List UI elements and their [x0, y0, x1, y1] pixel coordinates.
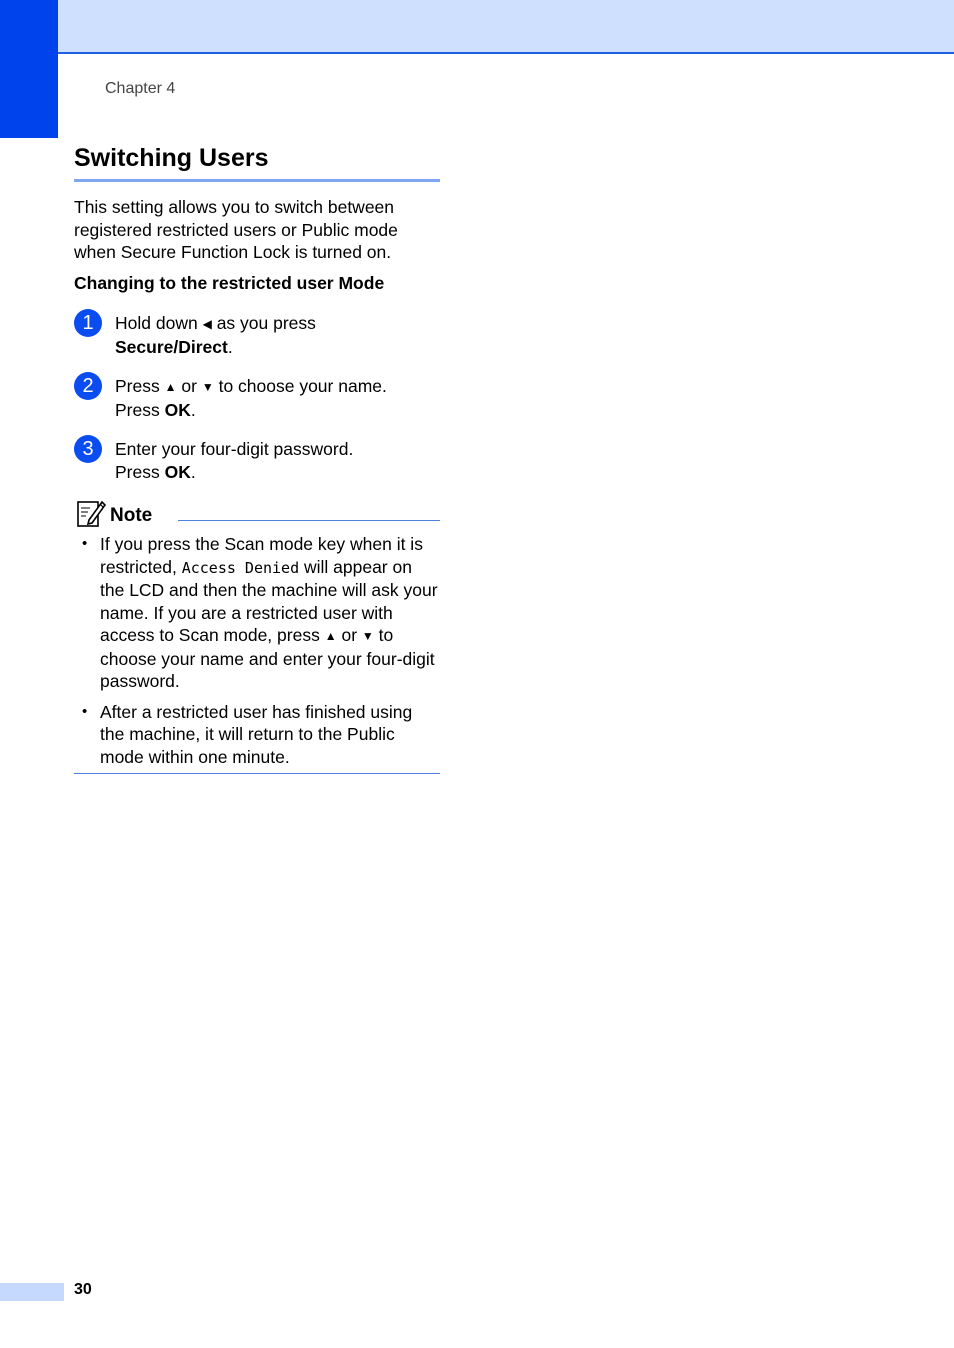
step-text-part: as you press — [216, 313, 316, 333]
bullet-icon: • — [82, 702, 88, 720]
step-text — [115, 438, 445, 483]
key-name: OK — [164, 461, 191, 482]
subheading: Changing to the restricted user Mode — [74, 273, 385, 293]
step-text-part: . — [190, 461, 196, 482]
step-text-part: Press — [115, 376, 160, 396]
bullet-icon: • — [82, 535, 88, 552]
step-text-part: . — [227, 336, 233, 357]
note-text: will appear on the LCD and then the machine will ask your name. If you are a restricted user with access to Scan mode, press — [100, 556, 438, 645]
list-item — [74, 701, 440, 769]
step-text — [115, 375, 445, 421]
note-bottom-divider — [74, 773, 440, 774]
note-text: After a restricted user has finished using the machine, it will return to the Public mode within one minute. — [100, 701, 413, 767]
step-text-part: Press — [115, 399, 160, 420]
key-name: Secure/Direct — [115, 336, 228, 357]
note-list — [74, 533, 440, 776]
step-text-part: . — [190, 399, 196, 420]
note-text: to choose your name and enter your four-digit password. — [100, 625, 435, 691]
note-text: or — [341, 625, 358, 645]
down-arrow-icon: ▼ — [361, 629, 374, 643]
up-arrow-icon: ▲ — [324, 629, 337, 643]
up-arrow-icon: ▲ — [164, 380, 177, 394]
intro-paragraph: This setting allows you to switch between registered restricted users or Public mode when Secure Function Lock is turned on. — [74, 197, 398, 262]
step-text — [115, 312, 445, 358]
note-divider — [178, 520, 440, 521]
step-text-part: Enter your four-digit password. — [115, 439, 354, 459]
step-number-badge: 2 — [74, 372, 102, 400]
step-text-part: or — [181, 376, 197, 396]
note-label: Note — [110, 505, 153, 526]
list-item — [74, 533, 440, 693]
chapter-tab-block — [0, 0, 58, 138]
header-band — [58, 0, 954, 54]
step-number-badge: 1 — [74, 309, 102, 337]
note-header — [74, 498, 440, 528]
page-title: Switching Users — [74, 144, 440, 182]
lcd-message: Access Denied — [181, 558, 300, 577]
key-name: OK — [164, 399, 191, 420]
left-arrow-icon: ◀ — [202, 317, 212, 331]
page-tab-marker — [0, 1283, 64, 1301]
step-text-part: Hold down — [115, 313, 198, 333]
page-number: 30 — [74, 1281, 92, 1298]
note-pencil-icon — [76, 498, 106, 528]
step-text-part: Press — [115, 461, 160, 482]
step-text-part: to choose your name. — [218, 376, 387, 396]
note-text: If you press the Scan mode key when it is restricted, — [100, 534, 423, 577]
chapter-label: Chapter 4 — [105, 80, 176, 97]
down-arrow-icon: ▼ — [201, 380, 214, 394]
step-number-badge: 3 — [74, 435, 102, 463]
